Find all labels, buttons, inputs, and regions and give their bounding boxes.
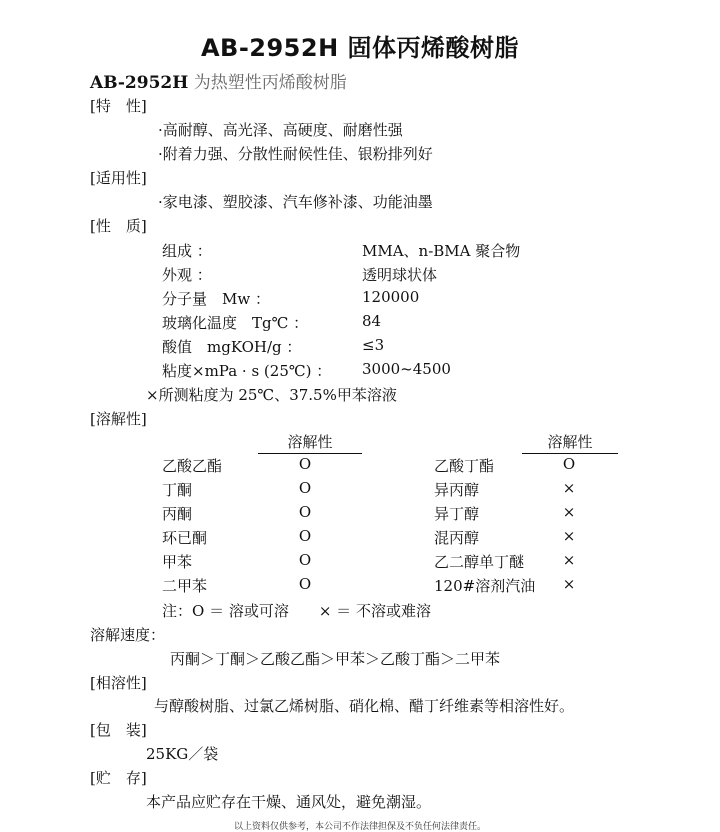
solvent-name: 乙酸乙酯 [162,457,223,475]
property-label: 玻璃化温度 Tg℃ ： [162,314,309,332]
disclaimer-footer: 以上资料仅供参考，本公司不作法律担保及不负任何法律责任。 [233,822,486,832]
solubility-mark: × [562,551,576,569]
solvent-name: 甲苯 [162,553,193,571]
property-label: 酸值 mgKOH/g ： [162,338,302,356]
solubility-mark: × [562,503,576,521]
solvent-name: 异丁醇 [434,505,480,523]
solubility-mark: O [298,575,312,593]
property-label: 组成 ： [162,242,212,260]
solubility-mark: O [298,455,312,473]
property-label: 外观 ： [162,266,212,284]
property-label: 粘度×mPa · s (25℃) ： [162,362,332,380]
solubility-mark: O [298,527,312,545]
solubility-mark: O [298,551,312,569]
solubility-heading: [溶解性] [90,410,147,428]
compatibility-heading: [相溶性] [90,674,147,692]
dissolution-speed-heading: 溶解速度： [90,626,166,644]
solubility-mark: × [562,575,576,593]
viscosity-note: ×所测粘度为 25℃、37.5%甲苯溶液 [146,386,397,404]
solubility-mark: O [562,455,576,473]
solubility-mark: × [562,527,576,545]
property-value: MMA、n-BMA 聚合物 [362,242,521,260]
feature-item: ·高耐醇、高光泽、高硬度、耐磨性强 [158,121,403,139]
solvent-name: 丁酮 [162,481,193,499]
solubility-column-header-left: 溶解性 [258,431,362,454]
solubility-legend: 注：O ＝ 溶或可溶 × ＝ 不溶或难溶 [162,602,431,620]
solvent-name: 二甲苯 [162,577,208,595]
packaging-heading: [包 装] [90,721,147,739]
feature-item: ·附着力强、分散性耐候性佳、银粉排列好 [158,145,433,163]
solvent-name: 乙二醇单丁醚 [434,553,525,571]
solvent-name: 120#溶剂汽油 [434,577,536,595]
product-code: AB-2952H [90,73,189,93]
property-value: ≤3 [362,336,385,354]
subtitle [90,68,347,93]
storage-text: 本产品应贮存在干燥、通风处，避免潮湿。 [146,793,432,811]
property-label: 分子量 Mw ： [162,290,270,308]
properties-heading: [性 质] [90,217,147,235]
property-value: 透明球状体 [362,266,438,284]
solvent-name: 混丙醇 [434,529,480,547]
product-description: 为热塑性丙烯酸树脂 [193,73,347,93]
storage-heading: [贮 存] [90,769,147,787]
features-heading: [特 性] [90,97,147,115]
property-value: 120000 [362,288,420,306]
solvent-name: 环已酮 [162,529,208,547]
application-item: ·家电漆、塑胶漆、汽车修补漆、功能油墨 [158,193,433,211]
property-value: 3000~4500 [362,360,451,378]
dissolution-speed-order: 丙酮＞丁酮＞乙酸乙酯＞甲苯＞乙酸丁酯＞二甲苯 [170,650,501,668]
solvent-name: 乙酸丁酯 [434,457,495,475]
solubility-mark: O [298,503,312,521]
solubility-mark: × [562,479,576,497]
compatibility-text: 与醇酸树脂、过氯乙烯树脂、硝化棉、醋丁纤维素等相溶性好。 [154,697,575,715]
solvent-name: 丙酮 [162,505,193,523]
solubility-mark: O [298,479,312,497]
page-title: AB-2952H 固体丙烯酸树脂 [200,34,520,62]
packaging-text: 25KG／袋 [146,745,219,763]
solvent-name: 异丙醇 [434,481,480,499]
property-value: 84 [362,312,382,330]
solubility-column-header-right: 溶解性 [522,431,618,454]
applications-heading: [适用性] [90,169,147,187]
